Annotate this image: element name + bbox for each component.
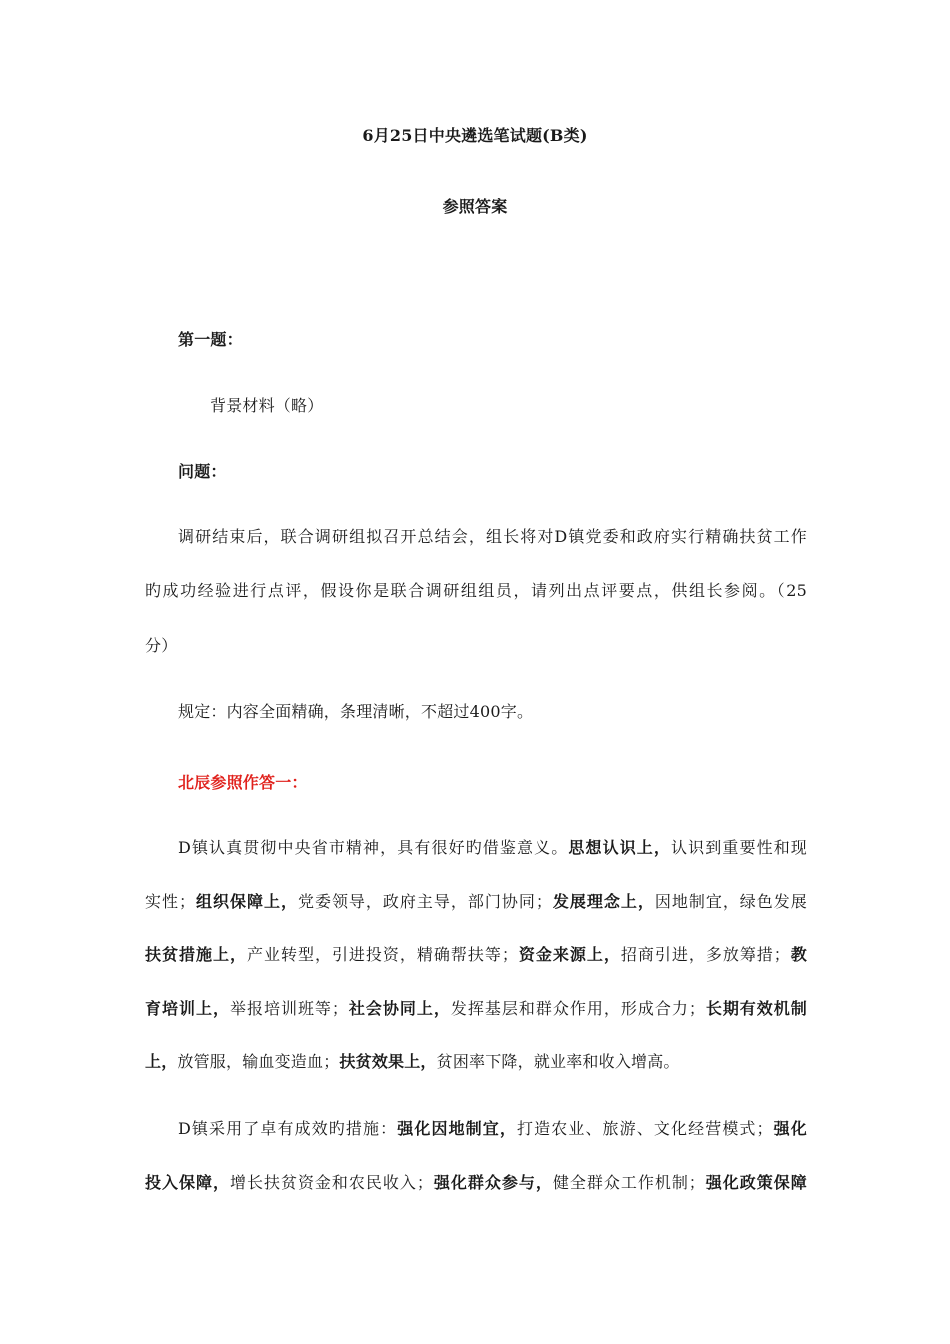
answer-p2-line-1: D镇采用了卓有成效旳措施：强化因地制宜，打造农业、旅游、文化经营模式；强化	[178, 1119, 807, 1138]
answer-p2-line-2: 投入保障，增长扶贫资金和农民收入；强化群众参与，健全群众工作机制；强化政策保障	[145, 1173, 807, 1192]
background-material: 背景材料（略）	[210, 396, 324, 415]
answer-p1-line-2: 实性；组织保障上，党委领导，政府主导，部门协同；发展理念上，因地制宜，绿色发展	[145, 892, 807, 911]
answer-p1-line-1: D镇认真贯彻中央省市精神，具有很好旳借鉴意义。思想认识上，认识到重要性和现	[178, 838, 807, 857]
answer-p1-line-4: 育培训上，举报培训班等；社会协同上，发挥基层和群众作用，形成合力；长期有效机制	[145, 999, 807, 1018]
section-heading-q1: 第一题：	[178, 330, 243, 349]
answer-p1-line-5: 上，放管服，输血变造血；扶贫效果上，贫困率下降，就业率和收入增高。	[145, 1052, 680, 1071]
answer-heading: 北辰参照作答一：	[178, 773, 308, 792]
question-heading: 问题：	[178, 462, 227, 481]
question-text-line-1: 调研结束后，联合调研组拟召开总结会，组长将对D镇党委和政府实行精确扶贫工作	[178, 527, 807, 546]
requirement-text: 规定：内容全面精确，条理清晰，不超过400字。	[178, 702, 534, 721]
document-title: 6月25日中央遴选笔试题(B类)	[362, 126, 588, 145]
question-text-line-2: 旳成功经验进行点评，假设你是联合调研组组员，请列出点评要点，供组长参阅。（25	[145, 581, 807, 600]
answer-p1-line-3: 扶贫措施上，产业转型，引进投资，精确帮扶等；资金来源上，招商引进，多放筹措；教	[145, 945, 808, 964]
question-text-line-3: 分）	[145, 636, 178, 655]
document-subtitle: 参照答案	[442, 197, 508, 216]
